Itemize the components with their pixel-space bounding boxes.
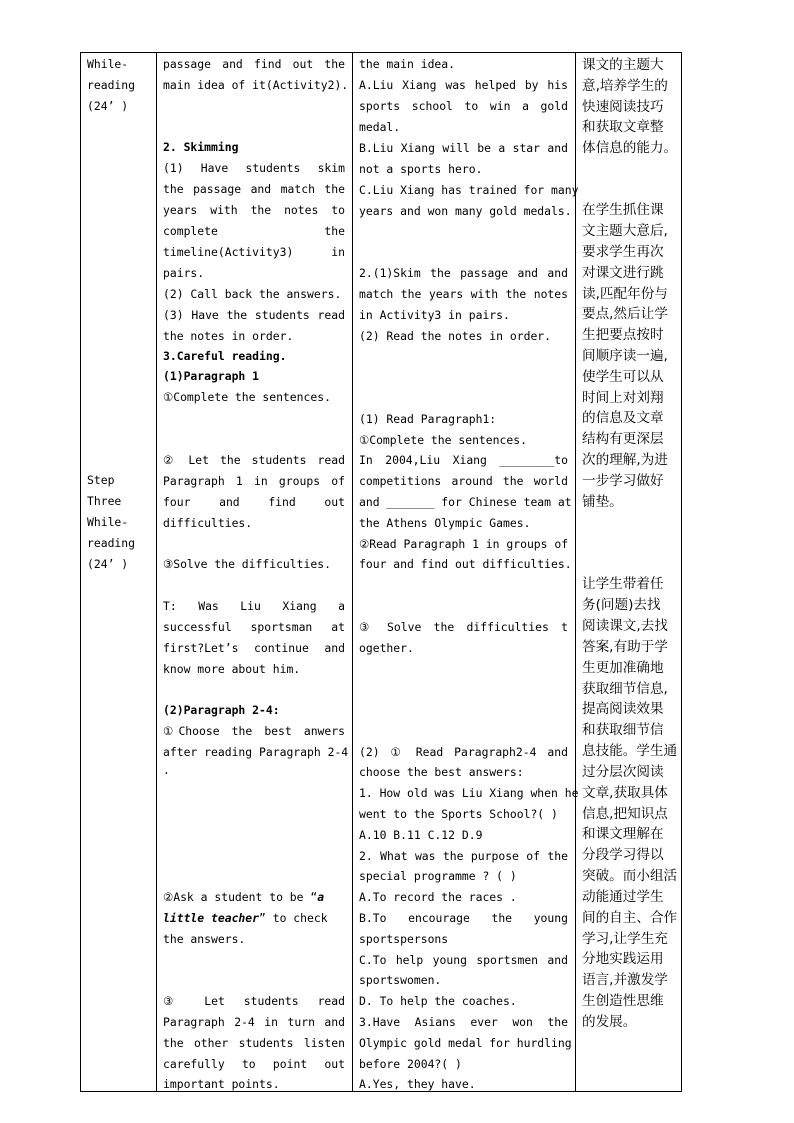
teacher-text: ②Ask a student to be “a xyxy=(163,890,325,904)
design-purpose-column xyxy=(576,53,682,1092)
purpose-text: 和课文理解在 xyxy=(582,826,664,842)
purpose-text: 间顺序读一遍, xyxy=(582,348,668,364)
purpose-text: 动能通过学生 xyxy=(582,889,664,905)
teacher-text: four and find out xyxy=(163,495,345,509)
student-text: 3.Have Asians ever won the xyxy=(359,1015,568,1029)
student-text: A.Yes, they have. xyxy=(359,1077,476,1091)
purpose-text: 生把要点按时 xyxy=(582,327,664,343)
teacher-text: main idea of it(Activity2). xyxy=(163,78,349,92)
purpose-text: 要求学生再次 xyxy=(582,244,664,260)
teacher-text: the notes in order. xyxy=(163,329,294,343)
student-text: C.Liu Xiang has trained for many xyxy=(359,183,579,197)
teacher-text: carefully to point out xyxy=(163,1057,345,1071)
purpose-text: 次的理解,为进 xyxy=(582,452,668,468)
student-text: years and won many gold medals. xyxy=(359,204,572,218)
purpose-text: 的发展。 xyxy=(582,1014,637,1030)
stage-label: (24’ ) xyxy=(87,557,129,571)
teacher-text: (1) Have students skim xyxy=(163,161,345,175)
student-text: ②Read Paragraph 1 in groups of xyxy=(359,537,569,551)
purpose-text: 分地实践运用 xyxy=(582,951,664,967)
student-text: sportswomen. xyxy=(359,973,442,987)
teacher-text: ①Choose the best anwers xyxy=(163,724,345,738)
teacher-text: . xyxy=(163,763,170,777)
student-text: A.Liu Xiang was helped by his xyxy=(359,78,568,92)
teacher-text: ①Complete the sentences. xyxy=(163,390,331,404)
purpose-text: 读,匹配年份与 xyxy=(582,286,668,302)
teacher-text: the passage and match the xyxy=(163,182,345,196)
purpose-text: 的信息及文章 xyxy=(582,410,664,426)
purpose-text: 和获取文章整 xyxy=(582,119,664,135)
purpose-text: 使学生可以从 xyxy=(582,369,664,385)
student-text: went to the Sports School?( ) xyxy=(359,807,558,821)
purpose-text: 和获取细节信 xyxy=(582,722,664,738)
teacher-text: little teacher” to check xyxy=(163,911,328,925)
teacher-text: successful sportsman at xyxy=(163,620,345,634)
student-text: the Athens Olympic Games. xyxy=(359,516,531,530)
teacher-text: pairs. xyxy=(163,266,205,280)
purpose-text: 过分层次阅读 xyxy=(582,764,664,780)
purpose-text: 阅读课文,去找 xyxy=(582,618,668,634)
stage-label: reading xyxy=(87,536,136,550)
student-text: choose the best answers: xyxy=(359,765,524,779)
stage-label: Step xyxy=(87,473,115,487)
purpose-text: 一步学习做好 xyxy=(582,473,664,489)
purpose-text: 快速阅读技巧 xyxy=(582,99,664,115)
student-text: competitions around the world xyxy=(359,474,568,488)
purpose-text: 信息,把知识点 xyxy=(582,806,668,822)
purpose-text: 在学生抓住课 xyxy=(582,202,664,218)
student-text: B.To encourage the young xyxy=(359,911,568,925)
student-text: ③ Solve the difficulties t xyxy=(359,620,568,634)
stage-column xyxy=(81,53,157,1092)
student-text: and _______ for Chinese team at xyxy=(359,495,572,509)
stage-label: Three xyxy=(87,494,122,508)
purpose-text: 突破。而小组活 xyxy=(582,868,678,884)
student-text: not a sports hero. xyxy=(359,162,483,176)
student-text: four and find out difficulties. xyxy=(359,557,572,571)
stage-label: While- xyxy=(87,515,129,529)
teacher-text: timeline(Activity3) in xyxy=(163,245,345,259)
purpose-text: 课文的主题大 xyxy=(582,57,664,73)
student-text: D. To help the coaches. xyxy=(359,994,517,1008)
section-heading: 3.Careful reading. xyxy=(163,349,287,363)
purpose-text: 分段学习得以 xyxy=(582,847,664,863)
purpose-text: 时间上对刘翔 xyxy=(582,390,664,406)
purpose-text: 间的自主、合作 xyxy=(582,910,678,926)
student-text: (2) Read the notes in order. xyxy=(359,329,552,343)
student-text: 2.(1)Skim the passage and and xyxy=(359,266,568,280)
student-text: sports school to win a gold xyxy=(359,99,568,113)
student-text: special programme ? ( ) xyxy=(359,869,517,883)
student-activity-column xyxy=(353,53,579,1092)
teacher-text: (2) Call back the answers. xyxy=(163,287,342,301)
stage-label: While- xyxy=(87,57,129,71)
purpose-text: 学习,让学生充 xyxy=(582,931,668,947)
stage-label: reading xyxy=(87,78,136,92)
teacher-text: ③Solve the difficulties. xyxy=(163,557,331,571)
student-text: ①Complete the sentences. xyxy=(359,433,527,447)
teacher-text: ③ Let students read xyxy=(163,994,345,1008)
purpose-text: 答案,有助于学 xyxy=(582,639,668,655)
student-text: in Activity3 in pairs. xyxy=(359,308,510,322)
student-text: (1) Read Paragraph1: xyxy=(359,412,497,426)
section-heading: 2. Skimming xyxy=(163,140,239,154)
student-text: 1. How old was Liu Xiang when he xyxy=(359,786,579,800)
student-text: sportspersons xyxy=(359,932,449,946)
lesson-plan-table xyxy=(80,52,682,1092)
teacher-text: ② Let the students read xyxy=(163,453,345,467)
purpose-text: 务(问题)去找 xyxy=(582,597,661,613)
student-text: A.To record the races . xyxy=(359,890,517,904)
teacher-text: the other students listen xyxy=(163,1036,345,1050)
student-text: medal. xyxy=(359,120,401,134)
purpose-text: 让学生带着任 xyxy=(582,576,664,592)
teacher-text: T: Was Liu Xiang a xyxy=(163,599,345,613)
section-heading: (2)Paragraph 2-4: xyxy=(163,703,280,717)
purpose-text: 要点,然后让学 xyxy=(582,306,668,322)
purpose-text: 意,培养学生的 xyxy=(582,78,668,94)
student-text: before 2004?( ) xyxy=(359,1057,462,1071)
teacher-text: difficulties. xyxy=(163,516,253,530)
purpose-text: 文主题大意后, xyxy=(582,223,668,239)
teacher-text: years with the notes to xyxy=(163,203,345,217)
teacher-text: the answers. xyxy=(163,932,246,946)
purpose-text: 获取细节信息, xyxy=(582,681,668,697)
student-text: ogether. xyxy=(359,641,414,655)
teacher-text: complete the xyxy=(163,224,345,238)
student-text: Olympic gold medal for hurdling xyxy=(359,1036,572,1050)
teacher-text: Paragraph 2-4 in turn and xyxy=(163,1015,345,1029)
purpose-text: 生更加准确地 xyxy=(582,660,664,676)
teacher-text: important points. xyxy=(163,1077,280,1091)
teacher-text: after reading Paragraph 2-4 xyxy=(163,745,349,759)
teacher-text: first?Let’s continue and xyxy=(163,641,345,655)
purpose-text: 文章,获取具体 xyxy=(582,785,668,801)
teacher-text: (3) Have the students read xyxy=(163,308,345,322)
student-text: (2) ① Read Paragraph2-4 and xyxy=(359,745,568,759)
student-text: A.10 B.11 C.12 D.9 xyxy=(359,828,483,842)
section-heading: (1)Paragraph 1 xyxy=(163,369,260,383)
purpose-text: 生创造性思维 xyxy=(582,993,664,1009)
purpose-text: 语言,并激发学 xyxy=(582,972,668,988)
stage-label: (24’ ) xyxy=(87,99,129,113)
teacher-text: Paragraph 1 in groups of xyxy=(163,474,345,488)
student-text: B.Liu Xiang will be a star and xyxy=(359,141,568,155)
student-text: C.To help young sportsmen and xyxy=(359,953,568,967)
teacher-activity-column xyxy=(157,53,353,1092)
purpose-text: 铺垫。 xyxy=(582,494,623,510)
student-text: 2. What was the purpose of the xyxy=(359,849,568,863)
purpose-text: 体信息的能力。 xyxy=(582,140,678,156)
teacher-text: know more about him. xyxy=(163,662,301,676)
purpose-text: 对课文进行跳 xyxy=(582,265,664,281)
student-text: In 2004,Liu Xiang ________to xyxy=(359,453,568,467)
student-text: match the years with the notes xyxy=(359,287,568,301)
teacher-text: passage and find out the xyxy=(163,57,345,71)
purpose-text: 提高阅读效果 xyxy=(582,701,664,717)
student-text: the main idea. xyxy=(359,57,456,71)
purpose-text: 息技能。学生通 xyxy=(582,743,678,759)
purpose-text: 结构有更深层 xyxy=(582,431,664,447)
